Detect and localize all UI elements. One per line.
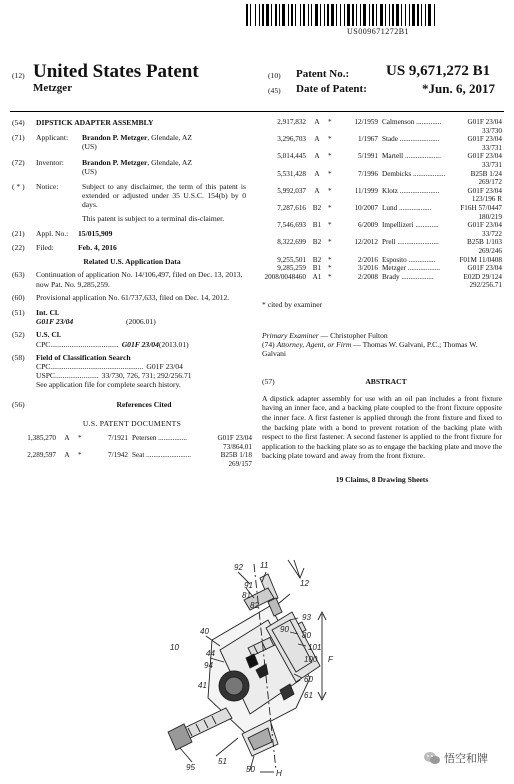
reference-subclass: 180/219 bbox=[478, 212, 502, 221]
notice-code: ( * ) bbox=[12, 182, 25, 192]
drawing-label: 90 bbox=[280, 625, 289, 634]
abstract-code: (57) bbox=[262, 376, 275, 386]
related-data-heading: Related U.S. Application Data bbox=[83, 257, 181, 267]
field-uspc-dots: ....................... bbox=[55, 371, 99, 381]
reference-no: 7,546,693 bbox=[277, 221, 306, 230]
applicant-label: Applicant: bbox=[36, 133, 69, 143]
drawing-label: 11 bbox=[260, 561, 269, 570]
drawing-label: 94 bbox=[204, 661, 213, 670]
us-cl-label: U.S. Cl. bbox=[36, 330, 61, 340]
us-cl-code: (52) bbox=[12, 330, 25, 340]
reference-date: 6/2009 bbox=[358, 221, 378, 230]
reference-row bbox=[262, 238, 502, 247]
reference-no: 1,385,270 bbox=[27, 434, 56, 443]
appl-label: Appl. No.: bbox=[36, 228, 69, 238]
reference-dots: ......................... bbox=[144, 451, 192, 460]
reference-name: Seat bbox=[132, 451, 145, 460]
reference-inventor bbox=[382, 256, 459, 265]
applicant-location: , Glendale, AZ bbox=[147, 133, 193, 143]
attorney-label: Attorney, Agent, or Firm bbox=[276, 340, 352, 350]
drawing-label: 51 bbox=[218, 757, 227, 766]
us-docs-heading: U.S. PATENT DOCUMENTS bbox=[82, 418, 182, 428]
inventor-code: (72) bbox=[12, 157, 25, 167]
drawing-label: 44 bbox=[206, 649, 215, 658]
cpc-year: (2013.01) bbox=[158, 339, 189, 349]
barcode-bar bbox=[344, 4, 345, 26]
drawing-label: 81 bbox=[242, 591, 251, 600]
barcode-bar bbox=[417, 4, 419, 26]
reference-class: F16H 57/0447 bbox=[460, 203, 502, 212]
barcode-number: US009671272B1 bbox=[346, 27, 410, 36]
patent-drawing bbox=[150, 558, 370, 780]
reference-dots: .................. bbox=[411, 169, 446, 178]
barcode-bar bbox=[315, 4, 318, 26]
applicant-code: (71) bbox=[12, 133, 25, 143]
reference-class: G01F 23/04 bbox=[467, 118, 502, 126]
reference-no: 2,289,597 bbox=[27, 451, 56, 460]
barcode-bar bbox=[324, 4, 325, 26]
kind-code: (12) bbox=[12, 71, 25, 80]
applicant-name: Brandon P. Metzger bbox=[82, 133, 148, 143]
barcode-bar bbox=[303, 4, 305, 26]
reference-date: 2/2008 bbox=[358, 272, 378, 281]
drawing-label: 40 bbox=[200, 627, 209, 636]
reference-row bbox=[262, 264, 502, 273]
reference-dots: ............... bbox=[406, 255, 436, 264]
reference-subclass: 33/730 bbox=[482, 126, 502, 135]
barcode-bar bbox=[255, 4, 256, 26]
drawing-label: 92 bbox=[234, 563, 243, 572]
barcode-bar bbox=[412, 4, 415, 26]
reference-kind: A bbox=[314, 152, 320, 161]
cited-by-examiner: * cited by examiner bbox=[262, 299, 323, 309]
cpc-dots: .................................... bbox=[50, 339, 119, 349]
patent-date: *Jun. 6, 2017 bbox=[422, 81, 495, 96]
reference-dots: ...................... bbox=[397, 135, 440, 144]
reference-star: * bbox=[328, 169, 332, 178]
drawing-label: F bbox=[328, 655, 333, 664]
reference-row bbox=[262, 135, 502, 144]
reference-no: 3,296,703 bbox=[277, 135, 306, 144]
reference-star: * bbox=[328, 135, 332, 144]
reference-inventor bbox=[132, 451, 221, 460]
barcode-bar bbox=[352, 4, 354, 26]
reference-date: 3/2016 bbox=[358, 264, 378, 273]
reference-dots: .................. bbox=[397, 203, 432, 212]
drawing-label: 101 bbox=[308, 643, 322, 652]
reference-star: * bbox=[328, 118, 332, 126]
reference-no: 7,287,616 bbox=[277, 203, 306, 212]
barcode-bar bbox=[308, 4, 309, 26]
reference-class: B25B 1/103 bbox=[467, 238, 502, 247]
barcode-bar bbox=[385, 4, 386, 26]
reference-class: G01F 23/04 bbox=[467, 221, 502, 230]
barcode-bar bbox=[262, 4, 264, 26]
reference-name: Brady bbox=[382, 272, 400, 281]
reference-inventor bbox=[382, 273, 463, 282]
barcode-bar bbox=[259, 4, 260, 26]
drawing-label: 100 bbox=[304, 655, 318, 664]
reference-class: G01F 23/04 bbox=[467, 152, 502, 161]
provisional-text: Provisional application No. 61/737,633, filed on Dec. 14, 2012. bbox=[36, 292, 230, 302]
barcode-bar bbox=[369, 4, 370, 26]
reference-kind: B1 bbox=[312, 264, 322, 273]
reference-dots: ............. bbox=[413, 221, 439, 230]
reference-row bbox=[262, 273, 502, 282]
filed-date: Feb. 4, 2016 bbox=[78, 243, 117, 253]
reference-star: * bbox=[328, 152, 332, 161]
left-references-list bbox=[12, 434, 252, 468]
refs-heading: References Cited bbox=[116, 399, 172, 409]
provisional-code: (60) bbox=[12, 292, 25, 302]
reference-date: 10/2007 bbox=[354, 203, 378, 212]
reference-subclass: 292/256.71 bbox=[469, 281, 502, 290]
barcode-bar bbox=[372, 4, 374, 26]
reference-no: 8,322,699 bbox=[277, 238, 306, 247]
barcode-bar bbox=[421, 4, 422, 26]
drawing-label: 93 bbox=[302, 613, 311, 622]
reference-inventor bbox=[382, 204, 460, 213]
patent-no-label: Patent No.: bbox=[296, 68, 350, 80]
reference-name: Lund bbox=[382, 203, 398, 212]
reference-kind: B2 bbox=[312, 238, 322, 247]
reference-no: 5,992,037 bbox=[277, 186, 306, 195]
reference-date: 7/1942 bbox=[108, 451, 128, 460]
reference-kind: B2 bbox=[312, 203, 322, 212]
barcode-bar bbox=[295, 4, 296, 26]
reference-star: * bbox=[328, 272, 332, 281]
field-label: Field of Classification Search bbox=[36, 352, 131, 362]
barcode-bar bbox=[405, 4, 406, 26]
reference-name: Metzger bbox=[382, 264, 406, 273]
reference-date: 12/1959 bbox=[354, 118, 378, 126]
reference-class: G01F 23/04 bbox=[467, 264, 502, 273]
inventor-country: (US) bbox=[82, 166, 97, 176]
reference-inventor bbox=[382, 118, 467, 127]
drawing-label: 95 bbox=[186, 763, 195, 772]
field-uspc-value: 33/730, 726, 731; 292/256.71 bbox=[101, 371, 192, 381]
barcode-bar bbox=[327, 4, 329, 26]
drawing-label: 82 bbox=[250, 601, 259, 610]
reference-class: G01F 23/04 bbox=[217, 434, 252, 443]
inventor-label: Inventor: bbox=[36, 157, 64, 167]
date-code: (45) bbox=[268, 86, 281, 95]
patent-number: US 9,671,272 B1 bbox=[386, 63, 491, 79]
reference-kind: A bbox=[64, 451, 70, 460]
reference-dots: .............. bbox=[414, 118, 442, 126]
examiner-name: — Christopher Fulton bbox=[318, 331, 388, 341]
reference-inventor bbox=[382, 221, 467, 230]
reference-inventor bbox=[382, 170, 471, 179]
reference-date: 7/1921 bbox=[108, 434, 128, 443]
reference-date: 5/1991 bbox=[358, 152, 378, 161]
reference-subclass: 269/172 bbox=[478, 178, 502, 187]
reference-class: B25B 1/24 bbox=[470, 169, 502, 178]
field-cpc-label: CPC bbox=[36, 362, 51, 372]
reference-row bbox=[12, 434, 252, 443]
barcode-bar bbox=[331, 4, 334, 26]
continuation-text: Continuation of application No. 14/106,497, filed on Dec. 13, 2013, now Pat. No. 9,285,259. bbox=[36, 270, 243, 289]
reference-no: 9,285,259 bbox=[277, 264, 306, 273]
reference-subclass: 269/157 bbox=[228, 459, 252, 468]
reference-row bbox=[262, 256, 502, 265]
barcode-bar bbox=[409, 4, 410, 26]
barcode-bar bbox=[266, 4, 269, 26]
attorney-name: — Thomas W. Galvani, P.C.; Thomas W. Galvani bbox=[262, 340, 478, 359]
reference-dots: ...................... bbox=[397, 186, 440, 195]
reference-row bbox=[262, 204, 502, 213]
claims-summary: 19 Claims, 8 Drawing Sheets bbox=[335, 475, 429, 485]
refs-code: (56) bbox=[12, 399, 25, 409]
reference-kind: A bbox=[314, 118, 320, 126]
reference-subclass: 33/731 bbox=[482, 160, 502, 169]
barcode-bar bbox=[288, 4, 289, 26]
reference-name: Dembicks bbox=[382, 169, 412, 178]
reference-kind: A bbox=[314, 186, 320, 195]
reference-dots: ................ bbox=[156, 434, 187, 443]
reference-no: 2008/0048460 bbox=[264, 272, 306, 281]
examiner-label: Primary Examiner bbox=[262, 331, 319, 341]
reference-subclass: 123/196 R bbox=[471, 195, 502, 204]
reference-subclass: 73/864.01 bbox=[223, 442, 252, 451]
cpc-label: CPC bbox=[36, 339, 51, 349]
filed-code: (22) bbox=[12, 243, 25, 253]
cpc-value: G01F 23/04 bbox=[121, 339, 159, 349]
reference-class: E02D 29/124 bbox=[463, 272, 502, 281]
reference-star: * bbox=[328, 264, 332, 273]
reference-row bbox=[262, 221, 502, 230]
wechat-icon bbox=[424, 751, 440, 765]
barcode-bar bbox=[311, 4, 312, 26]
reference-name: Calmenson bbox=[382, 118, 415, 126]
drawing-label: H bbox=[276, 769, 282, 778]
appl-code: (21) bbox=[12, 228, 25, 238]
reference-date: 7/1996 bbox=[358, 169, 378, 178]
barcode-bar bbox=[425, 4, 426, 26]
barcode-bar bbox=[320, 4, 321, 26]
barcode-bar bbox=[376, 4, 377, 26]
barcode-bar bbox=[291, 4, 293, 26]
reference-kind: B1 bbox=[312, 221, 322, 230]
reference-subclass: 269/246 bbox=[478, 246, 502, 255]
reference-row bbox=[262, 187, 502, 196]
reference-name: Petersen bbox=[132, 434, 157, 443]
reference-no: 5,014,445 bbox=[277, 152, 306, 161]
reference-name: Esposito bbox=[382, 255, 407, 264]
barcode-bar bbox=[401, 4, 402, 26]
barcode bbox=[246, 4, 508, 26]
right-references-list bbox=[262, 118, 502, 290]
drawing-label: 50 bbox=[246, 765, 255, 774]
reference-row bbox=[262, 170, 502, 179]
reference-subclass: 33/722 bbox=[482, 229, 502, 238]
reference-inventor bbox=[382, 238, 467, 247]
patent-type-title: United States Patent bbox=[33, 61, 199, 82]
reference-class: G01F 23/04 bbox=[467, 186, 502, 195]
header-rule bbox=[10, 111, 504, 112]
appl-number: 15/015,909 bbox=[78, 228, 113, 238]
reference-star: * bbox=[78, 434, 82, 443]
int-cl-code: (51) bbox=[12, 308, 25, 318]
drawing-label: 12 bbox=[300, 579, 309, 588]
reference-star: * bbox=[328, 203, 332, 212]
notice-label: Notice: bbox=[36, 182, 59, 192]
barcode-bar bbox=[428, 4, 431, 26]
reference-name: Stade bbox=[382, 135, 398, 144]
int-cl-year: (2006.01) bbox=[126, 317, 156, 327]
int-cl-label: Int. Cl. bbox=[36, 308, 59, 318]
int-cl-class: G01F 23/04 bbox=[36, 317, 74, 327]
patent-no-code: (10) bbox=[268, 71, 281, 80]
drawing-label: 60 bbox=[304, 675, 313, 684]
continuation-code: (63) bbox=[12, 270, 25, 280]
title-code: (54) bbox=[12, 118, 25, 127]
reference-row bbox=[262, 118, 502, 127]
barcode-bar bbox=[275, 4, 277, 26]
reference-kind: A1 bbox=[312, 272, 322, 281]
barcode-bar bbox=[360, 4, 361, 26]
reference-no: 5,531,428 bbox=[277, 169, 306, 178]
reference-name: Martell bbox=[382, 152, 404, 161]
drawing-label: 41 bbox=[198, 681, 207, 690]
reference-name: Prell bbox=[382, 238, 396, 247]
invention-title: DIPSTICK ADAPTER ASSEMBLY bbox=[36, 118, 154, 127]
barcode-bar bbox=[363, 4, 366, 26]
barcode-bar bbox=[279, 4, 280, 26]
reference-star: * bbox=[328, 255, 332, 264]
terminal-disclaimer: This patent is subject to a terminal dis-claimer. bbox=[82, 213, 225, 223]
reference-kind: A bbox=[64, 434, 70, 443]
reference-star: * bbox=[328, 186, 332, 195]
header-inventor: Metzger bbox=[33, 82, 73, 94]
field-code: (58) bbox=[12, 352, 25, 362]
attorney-code: (74) bbox=[262, 340, 275, 350]
reference-date: 2/2016 bbox=[358, 255, 378, 264]
reference-star: * bbox=[78, 451, 82, 460]
reference-kind: B2 bbox=[312, 255, 322, 264]
reference-inventor bbox=[382, 187, 467, 196]
abstract-text: A dipstick adapter assembly for use with an oil pan includes a front fixture having an inner face, and a backing plate coupled to the front fixture opposite the inner face. A first fastener is applied through the front fixture and fixed to the backing plate with a bond to prevent rotation of the backing plate with respect to the first fastener. A second fastener is applied to the front fixture for application to the backing plate so as to engage the backing plate and move the backing plate toward and away from the front fixture. bbox=[262, 393, 502, 461]
barcode-bar bbox=[300, 4, 301, 26]
reference-kind: A bbox=[314, 169, 320, 178]
barcode-bar bbox=[246, 4, 248, 26]
barcode-bar bbox=[356, 4, 357, 26]
field-uspc-label: USPC bbox=[36, 371, 55, 381]
inventor-name: Brandon P. Metzger bbox=[82, 157, 148, 167]
reference-dots: .................. bbox=[399, 272, 434, 281]
reference-date: 12/2012 bbox=[354, 238, 378, 247]
barcode-bar bbox=[392, 4, 394, 26]
barcode-bar bbox=[271, 4, 272, 26]
filed-label: Filed: bbox=[36, 243, 54, 253]
right-column bbox=[262, 118, 502, 484]
reference-row bbox=[12, 451, 252, 460]
reference-star: * bbox=[328, 238, 332, 247]
left-column bbox=[12, 118, 252, 468]
reference-row bbox=[262, 152, 502, 161]
reference-dots: .................... bbox=[403, 152, 441, 161]
watermark bbox=[424, 750, 488, 766]
barcode-bar bbox=[282, 4, 285, 26]
drawing-label: 91 bbox=[244, 581, 253, 590]
reference-star: * bbox=[328, 221, 332, 230]
reference-inventor bbox=[382, 264, 467, 273]
barcode-bar bbox=[396, 4, 399, 26]
barcode-bar bbox=[250, 4, 251, 26]
barcode-bar bbox=[434, 4, 435, 26]
drawing-label: 80 bbox=[302, 631, 311, 640]
barcode-bar bbox=[347, 4, 350, 26]
reference-inventor bbox=[382, 152, 467, 161]
reference-kind: A bbox=[314, 135, 320, 144]
barcode-bar bbox=[340, 4, 341, 26]
date-label: Date of Patent: bbox=[296, 83, 367, 95]
reference-class: B25B 1/18 bbox=[220, 451, 252, 460]
notice-text: Subject to any disclaimer, the term of this patent is extended or adjusted under 35 U.S.C. 154(b) by 0 days. bbox=[82, 182, 246, 210]
reference-no: 9,255,501 bbox=[277, 255, 306, 264]
watermark-text: 悟空和牌 bbox=[444, 752, 488, 765]
reference-name: Impellizeri bbox=[382, 221, 414, 230]
reference-dots: .................. bbox=[405, 264, 441, 273]
reference-no: 2,917,832 bbox=[277, 118, 306, 126]
applicant-country: (US) bbox=[82, 142, 97, 152]
drawing-label: 61 bbox=[304, 691, 313, 700]
barcode-bar bbox=[380, 4, 383, 26]
drawing-label: 10 bbox=[170, 643, 179, 652]
field-see-note: See application file for complete search history. bbox=[36, 380, 181, 390]
field-cpc-dots: ................................................. bbox=[50, 362, 144, 372]
field-cpc-value: G01F 23/04 bbox=[146, 362, 183, 372]
barcode-bar bbox=[389, 4, 390, 26]
barcode-bar bbox=[336, 4, 337, 26]
reference-dots: ....................... bbox=[395, 238, 439, 247]
abstract-heading: ABSTRACT bbox=[365, 376, 407, 386]
reference-date: 1/1967 bbox=[358, 135, 378, 144]
reference-inventor bbox=[382, 135, 467, 144]
reference-subclass: 33/731 bbox=[482, 143, 502, 152]
reference-name: Klotz bbox=[382, 186, 398, 195]
inventor-location: , Glendale, AZ bbox=[147, 157, 193, 167]
reference-date: 11/1999 bbox=[354, 186, 378, 195]
reference-inventor bbox=[132, 434, 217, 443]
reference-class: G01F 23/04 bbox=[467, 135, 502, 144]
reference-class: F01M 11/0408 bbox=[459, 255, 502, 264]
